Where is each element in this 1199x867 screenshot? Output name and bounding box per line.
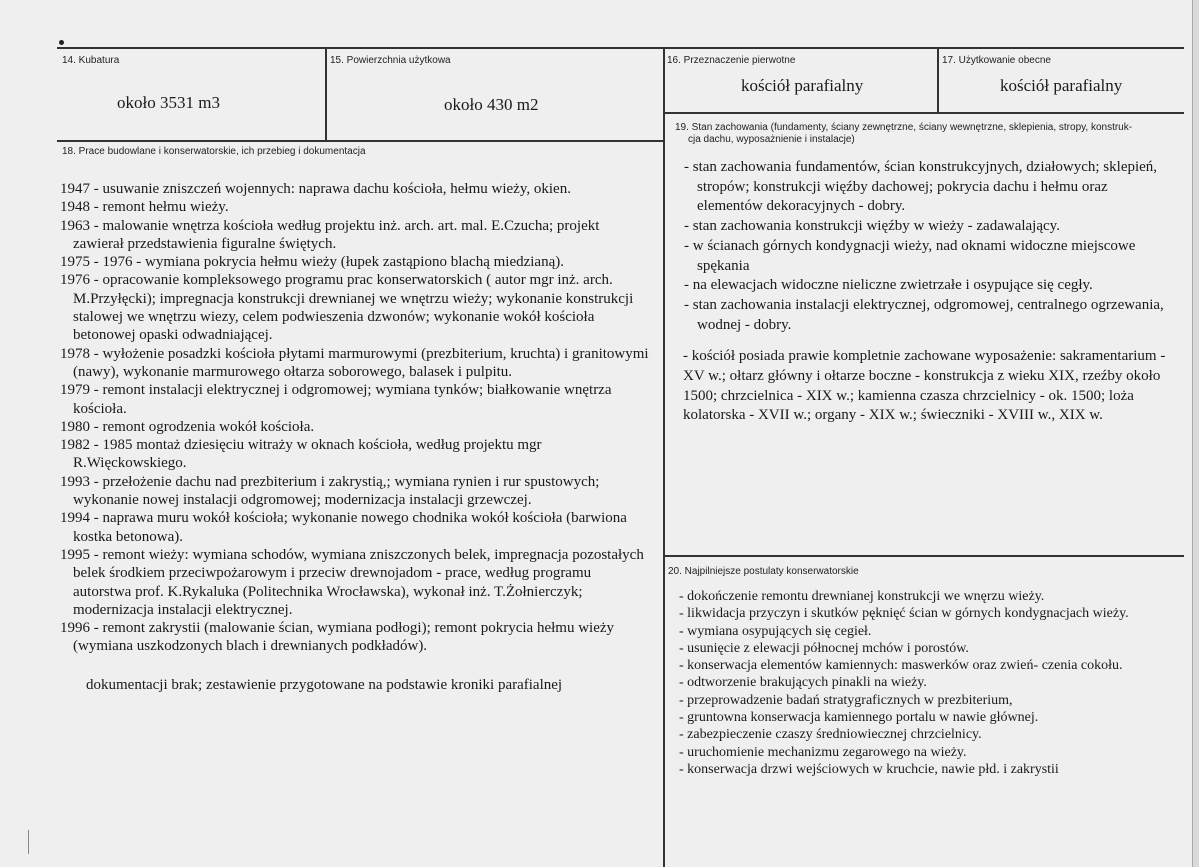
scan-mark — [59, 40, 64, 45]
field16-value: kościół parafialny — [741, 76, 864, 95]
field18-label: 18. Prace budowlane i konserwatorskie, ich przebieg i dokumentacja — [62, 146, 366, 157]
field18-entry: 1982 - 1985 montaż dziesięciu witraży w oknach kościoła, według projektu mgr R.Więckowskiego. — [60, 437, 542, 472]
field17-label: 17. Użytkowanie obecne — [942, 55, 1051, 66]
field18-entry: 1994 - naprawa muru wokół kościoła; wykonanie nowego chodnika wokół kościoła (barwiona kostka betonowa). — [60, 510, 627, 545]
center-divider — [663, 47, 665, 867]
field18-entry: 1995 - remont wieży: wymiana schodów, wymiana zniszczonych belek, impregnacja pozostałych belek środkiem przeciwpożarowym i przeciw drewnojadom - prace, według programu autorstwa prof. K.Rykaluka (Politechnika Wrocławska), wykonał inż. T.Żołnierczyk; modernizacja instalacji elektrycznej. — [60, 546, 644, 618]
header-row-bottom-left — [57, 140, 663, 142]
field20-item: - likwidacja przyczyn i skutków pęknięć ścian w górnych kondygnacjach wieży. — [679, 606, 1129, 622]
field18-note: dokumentacji brak; zestawienie przygotowane na podstawie kroniki parafialnej — [86, 676, 563, 693]
field18-entry: 1976 - opracowanie kompleksowego programu prac konserwatorskich ( autor mgr inż. arch. M.Przyłęcki); impregnacja konstrukcji drewnianej we wnętrzu wieży; wykonanie konstrukcji stalowej we wnętrzu wiezy, celem podwieszenia dzwonów; wykonanie wokół kościoła betonowej opaski odwadniającej. — [60, 272, 634, 344]
field19-item: - stan zachowania instalacji elektrycznej, odgromowej, centralnego ogrzewania, wodnej - dobry. — [684, 296, 1164, 333]
field16-label: 16. Przeznaczenie pierwotne — [667, 55, 796, 66]
field18-entry: 1947 - usuwanie zniszczeń wojennych: naprawa dachu kościoła, hełmu wieży, okien. — [60, 181, 571, 197]
field20-item: - konserwacja drzwi wejściowych w kruchcie, nawie płd. i zakrystii — [679, 761, 1059, 777]
field19-item: - na elewacjach widoczne nieliczne zwietrzałe i osypujące się cegły. — [684, 277, 1093, 294]
divider-16-17 — [937, 47, 939, 113]
field19-body — [675, 158, 1175, 426]
field19-equipment: - kościół posiada prawie kompletnie zachowane wyposażenie: sakramentarium - XV w.; ołtarz główny i ołtarze boczne - konstrukcja z wieku XIX, rzeźby około 1500; chrzcielnica - XIX w.; kamienna czasza chrzcielnicy - ok. 1500; loża kolatorska - XVII w.; organy - XIX w.; świeczniki - XVIII w., XIX w. — [683, 348, 1166, 424]
field15-value: około 430 m2 — [444, 95, 539, 114]
top-rule — [57, 47, 1184, 49]
field18-entry: 1993 - przełożenie dachu nad prezbiterium i zakrystią,; wymiana rynien i rur spustowych; wykonanie nowej instalacji odgromowej; modernizacja instalacji grzewczej. — [60, 473, 600, 509]
field18-entry: 1978 - wyłożenie posadzki kościoła płytami marmurowymi (prezbiterium, kruchta) i granitowymi (nawy), wykonanie marmurowego ołtarza soborowego, balasek i pulpitu. — [60, 345, 649, 380]
left-edge-mark — [28, 830, 29, 854]
field18-entry: 1948 - remont hełmu wieży. — [60, 199, 229, 216]
field17-value: kościół parafialny — [1000, 76, 1123, 95]
field20-item: - usunięcie z elewacji północnej mchów i porostów. — [679, 640, 969, 656]
field20-item: - wymiana osypujących się cegieł. — [679, 623, 872, 639]
header-row-bottom-right — [663, 112, 1184, 114]
divider-19-20 — [663, 555, 1184, 557]
field20-item: - gruntowna konserwacja kamiennego portalu w nawie głównej. — [679, 710, 1039, 726]
field19-item: - stan zachowania konstrukcji więźby w wieży - zadawalający. — [684, 218, 1060, 235]
field19-label — [675, 122, 1185, 146]
field20-item: - dokończenie remontu drewnianej konstrukcji we wnęrzu wieży. — [679, 589, 1045, 604]
field18-body — [60, 180, 650, 694]
field19-label-line2: cja dachu, wyposażnienie i instalacje) — [688, 134, 855, 145]
field20-item: - uruchomienie mechanizmu zegarowego na wieży. — [679, 744, 967, 760]
field20-item: - przeprowadzenie badań stratygraficznych w prezbiterium, — [679, 692, 1013, 708]
field19-label-line1: 19. Stan zachowania (fundamenty, ściany zewnętrzne, ściany wewnętrzne, sklepienia, stropy, konstruk- — [675, 122, 1133, 133]
field20-item: - odtworzenie brakujących pinakli na wieży. — [679, 675, 927, 691]
field18-entry: 1975 - 1976 - wymiana pokrycia hełmu wieży (łupek zastąpiono blachą miedzianą). — [60, 254, 564, 271]
field20-item: - zabezpieczenie czaszy średniowiecznej chrzcielnicy. — [679, 727, 982, 743]
page-edge — [1192, 0, 1199, 867]
field14-value: około 3531 m3 — [117, 93, 220, 112]
field18-entry: 1980 - remont ogrodzenia wokół kościoła. — [60, 418, 315, 435]
field20-label: 20. Najpilniejsze postulaty konserwatorskie — [668, 566, 859, 577]
field20-item: - konserwacja elementów kamiennych: maswerków oraz zwień- czenia cokołu. — [679, 658, 1123, 674]
field14-label: 14. Kubatura — [62, 55, 120, 66]
divider-14-15 — [325, 47, 327, 141]
field19-item: - w ścianach górnych kondygnacji wieży, nad oknami widoczne miejscowe spękania — [684, 237, 1136, 274]
field18-entry: 1979 - remont instalacji elektrycznej i odgromowej; wymiana tynków; białkowanie wnętrza kościoła. — [60, 382, 612, 417]
field20-body — [674, 588, 1179, 778]
field15-label: 15. Powierzchnia użytkowa — [330, 55, 451, 66]
field18-entry: 1963 - malowanie wnętrza kościoła według projektu inż. arch. art. mal. E.Czucha; projekt zawierał przedstawienia figuralne świętych. — [60, 217, 600, 252]
field19-item: - stan zachowania fundamentów, ścian konstrukcyjnych, działowych; sklepień, stropów; konstrukcji więźby dachowej; pokrycia dachu i hełmu oraz elementów dekoracyjnych - dobry. — [684, 159, 1158, 215]
field18-entry: 1996 - remont zakrystii (malowanie ścian, wymiana podłogi); remont pokrycia hełmu wieży (wymiana uszkodzonych blach i drewnianych podkładów). — [60, 620, 615, 655]
